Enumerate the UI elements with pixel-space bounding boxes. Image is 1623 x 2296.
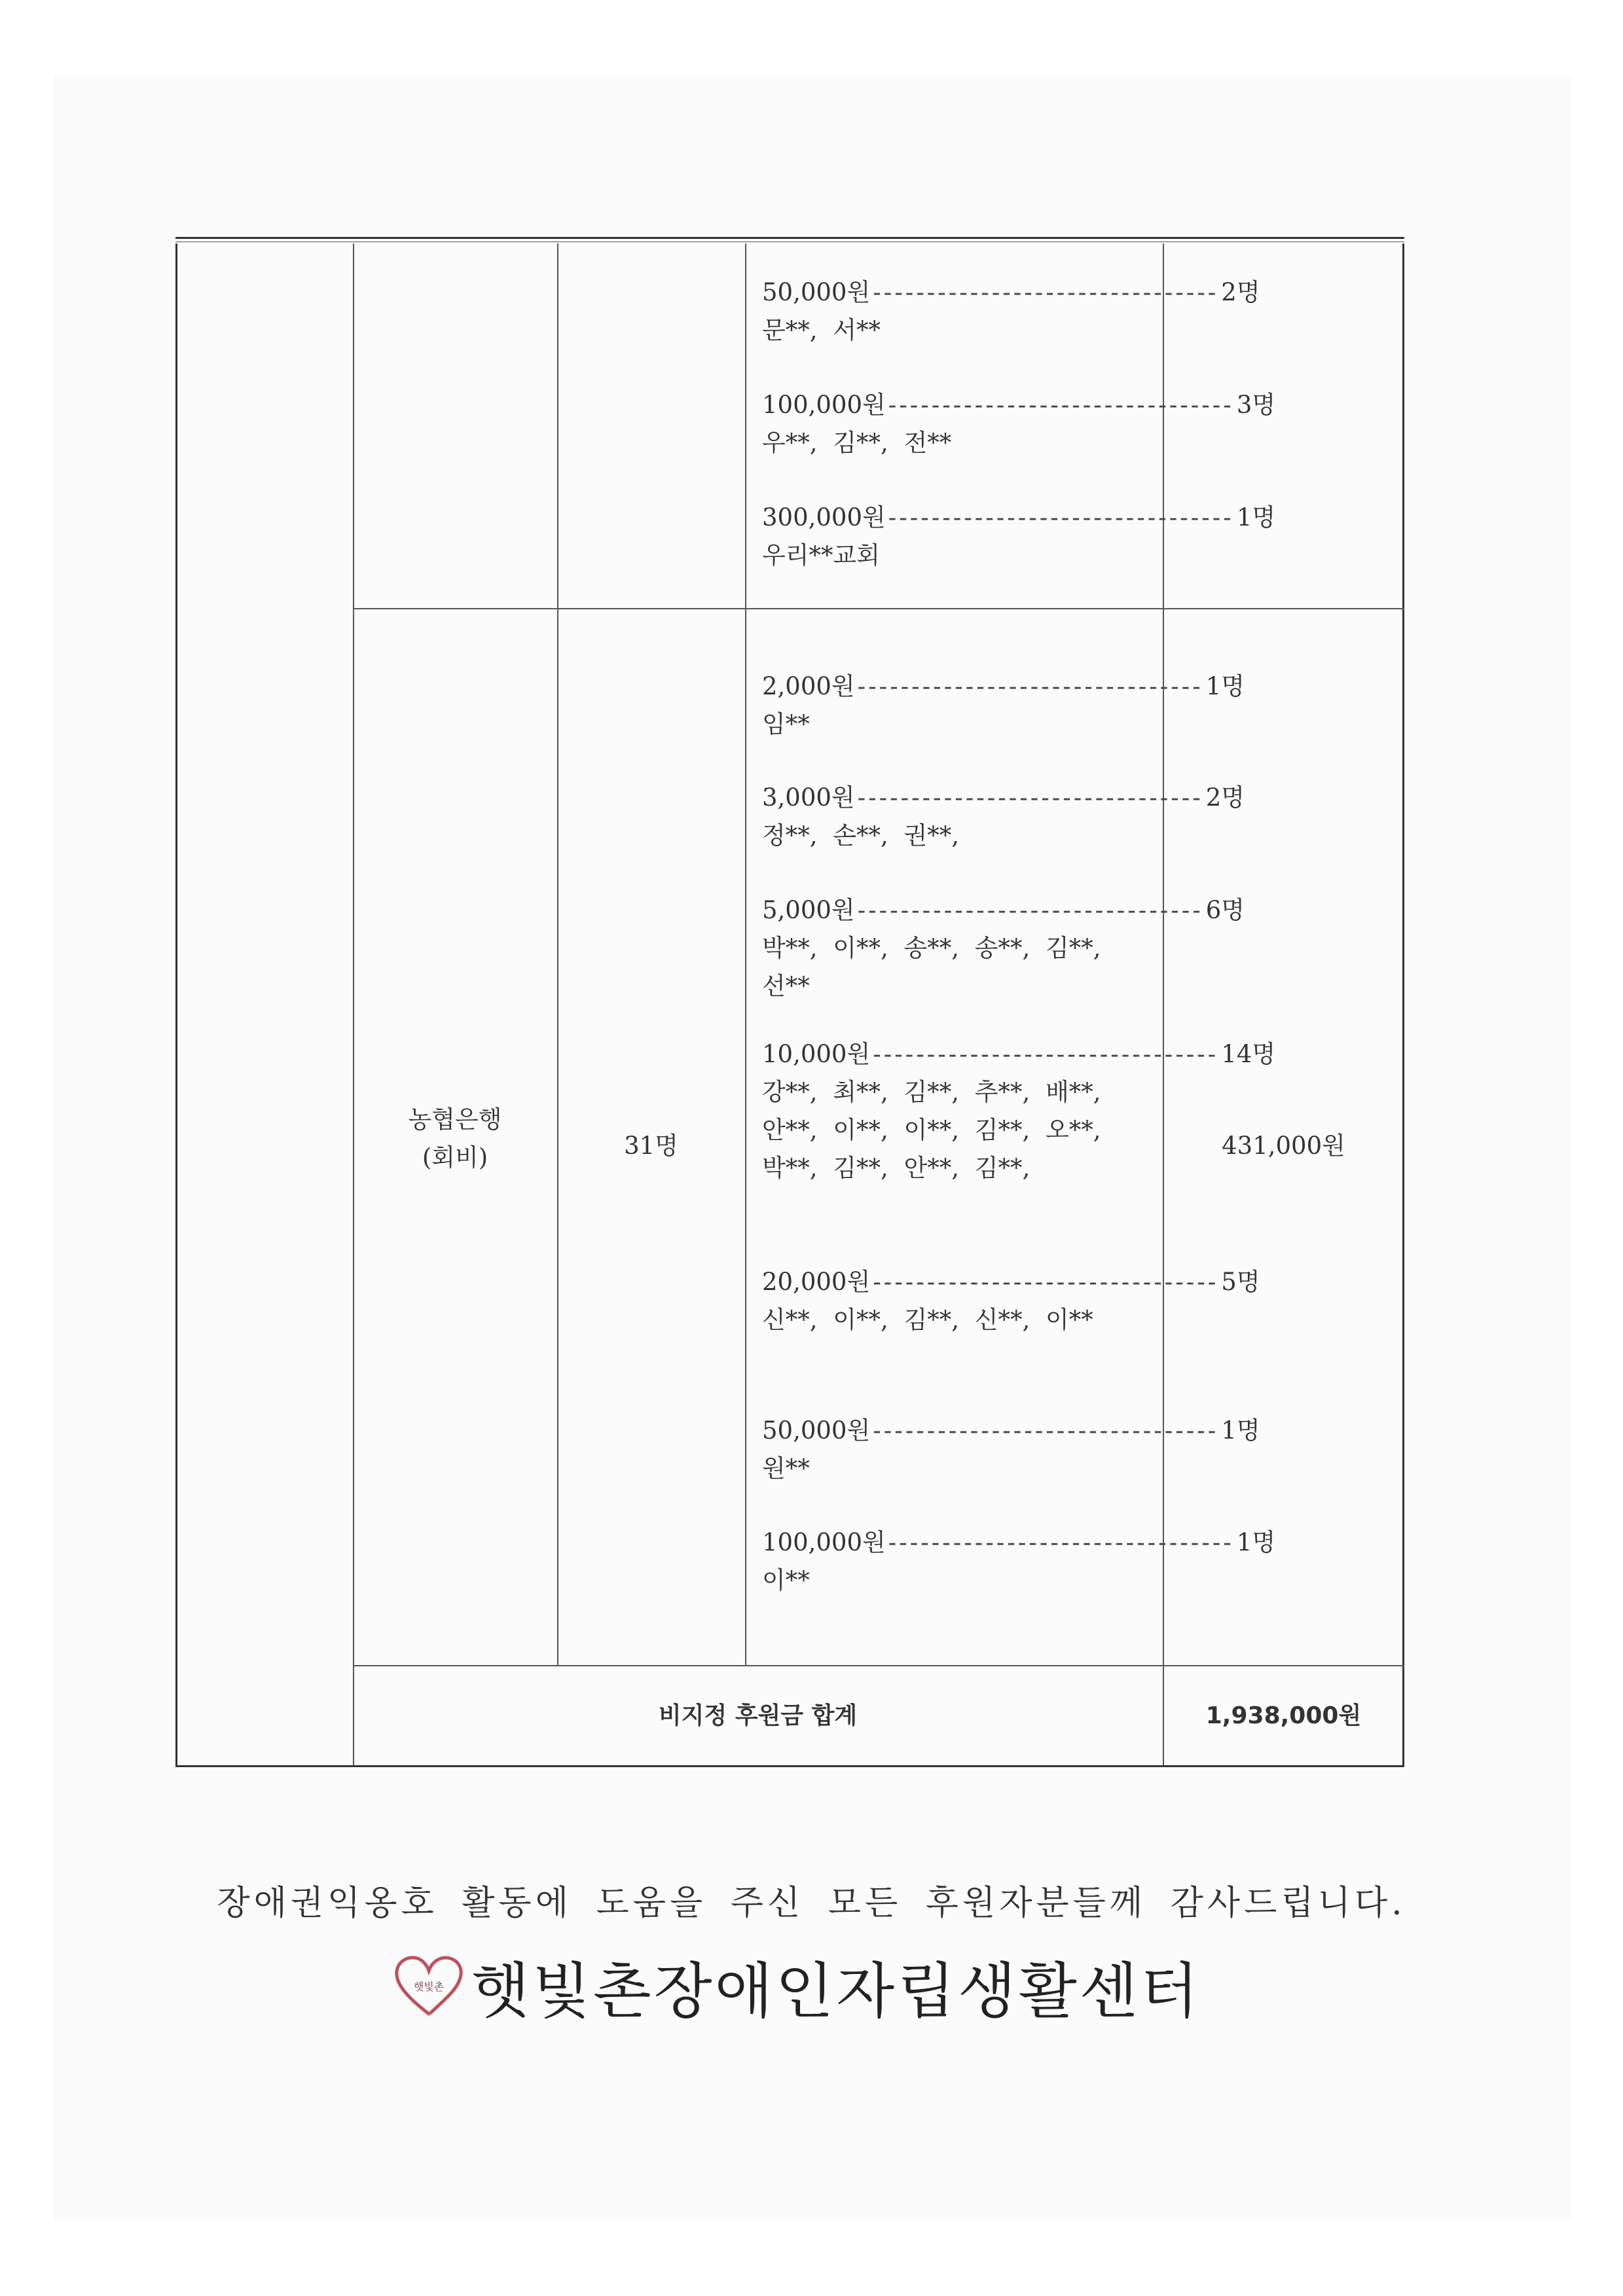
list-item: 20,000원 -------------------------------- 5명 신**, 이**, 김**, 신**, 이** — [762, 1263, 1148, 1339]
amount-label: 2,000원 — [762, 672, 855, 700]
amount-label: 10,000원 — [762, 1040, 871, 1068]
donor-names: 신**, 이**, 김**, 신**, 이** — [762, 1306, 1093, 1334]
donor-names: 원** — [762, 1454, 810, 1482]
count-label: 6명 — [1205, 896, 1245, 924]
list-item: 3,000원 -------------------------------- 2명 정**, 손**, 권**, — [762, 779, 1148, 855]
donor-names: 문**, 서** — [762, 316, 881, 344]
heart-icon — [393, 1954, 465, 2019]
donation-table — [175, 243, 1404, 1767]
count-label: 1명 — [1205, 672, 1245, 700]
count-label: 1명 — [1236, 503, 1276, 531]
count-label: 1명 — [1236, 1528, 1276, 1556]
amount-label: 50,000원 — [762, 278, 871, 306]
org-name: 햇빛촌장애인자립생활센터 — [471, 1956, 1201, 2026]
org-logo — [393, 1947, 1201, 2026]
source-type: (회비) — [422, 1143, 488, 1172]
donor-names: 이** — [762, 1566, 810, 1594]
list-item: 50,000원 -------------------------------- 1명 원** — [762, 1412, 1148, 1488]
count-label: 1명 — [1221, 1416, 1260, 1444]
logo-heart-text: 햇빛촌 — [413, 1981, 445, 1993]
sum-label: 비지정 후원금 합계 — [658, 1702, 858, 1729]
donor-names: 강**, 최**, 김**, 추**, 배**, 안**, 이**, 이**, 김**, 오**, 박**, 김**, 안**, 김**, — [762, 1078, 1101, 1182]
list-item: 50,000원 -------------------------------- 2명 문**, 서** — [762, 274, 1148, 350]
row-total: 431,000원 — [1222, 1132, 1345, 1160]
count-label: 3명 — [1236, 391, 1276, 419]
row-divider — [353, 608, 1404, 609]
list-item: 100,000원 -------------------------------- 1명 이** — [762, 1524, 1148, 1600]
amount-label: 100,000원 — [762, 1528, 886, 1556]
count-label: 5명 — [1221, 1268, 1260, 1296]
list-item: 300,000원 -------------------------------- 1명 우리**교회 — [762, 499, 1148, 575]
amount-label: 100,000원 — [762, 391, 886, 419]
donor-names: 우리**교회 — [762, 541, 880, 569]
thanks-message: 장애권익옹호 활동에 도움을 주신 모든 후원자분들께 감사드립니다. — [217, 1884, 1406, 1923]
amount-label: 20,000원 — [762, 1268, 871, 1296]
count-label: 14명 — [1221, 1040, 1276, 1068]
amount-label: 5,000원 — [762, 896, 855, 924]
donor-names: 우**, 김**, 전** — [762, 429, 952, 457]
amount-label: 3,000원 — [762, 783, 855, 812]
sum-value: 1,938,000원 — [1205, 1702, 1362, 1729]
amount-label: 300,000원 — [762, 503, 886, 531]
column-divider — [353, 243, 354, 1765]
column-divider — [557, 243, 558, 1665]
table-top-rule — [175, 237, 1404, 239]
list-item: 10,000원 -------------------------------- 14명 강**, 최**, 김**, 추**, 배**, 안**, 이**, 이**, 김**, 오**, 박**, 김**, 안**, 김**, — [762, 1035, 1148, 1187]
list-item: 5,000원 -------------------------------- 6명 박**, 이**, 송**, 송**, 김**, 선** — [762, 891, 1148, 1005]
list-item: 100,000원 -------------------------------- 3명 우**, 김**, 전** — [762, 386, 1148, 462]
source-name: 농협은행 — [408, 1105, 502, 1134]
row-divider — [353, 1665, 1404, 1666]
donor-names: 정**, 손**, 권**, — [762, 821, 960, 850]
column-divider — [745, 243, 746, 1665]
count-label: 2명 — [1221, 278, 1260, 306]
list-item: 2,000원 -------------------------------- 1명 임** — [762, 668, 1148, 744]
amount-label: 50,000원 — [762, 1416, 871, 1444]
donor-names: 임** — [762, 710, 810, 738]
source-cell — [353, 1101, 557, 1177]
donor-names: 박**, 이**, 송**, 송**, 김**, 선** — [762, 934, 1101, 1000]
people-count: 31명 — [624, 1132, 678, 1160]
count-label: 2명 — [1205, 783, 1245, 812]
